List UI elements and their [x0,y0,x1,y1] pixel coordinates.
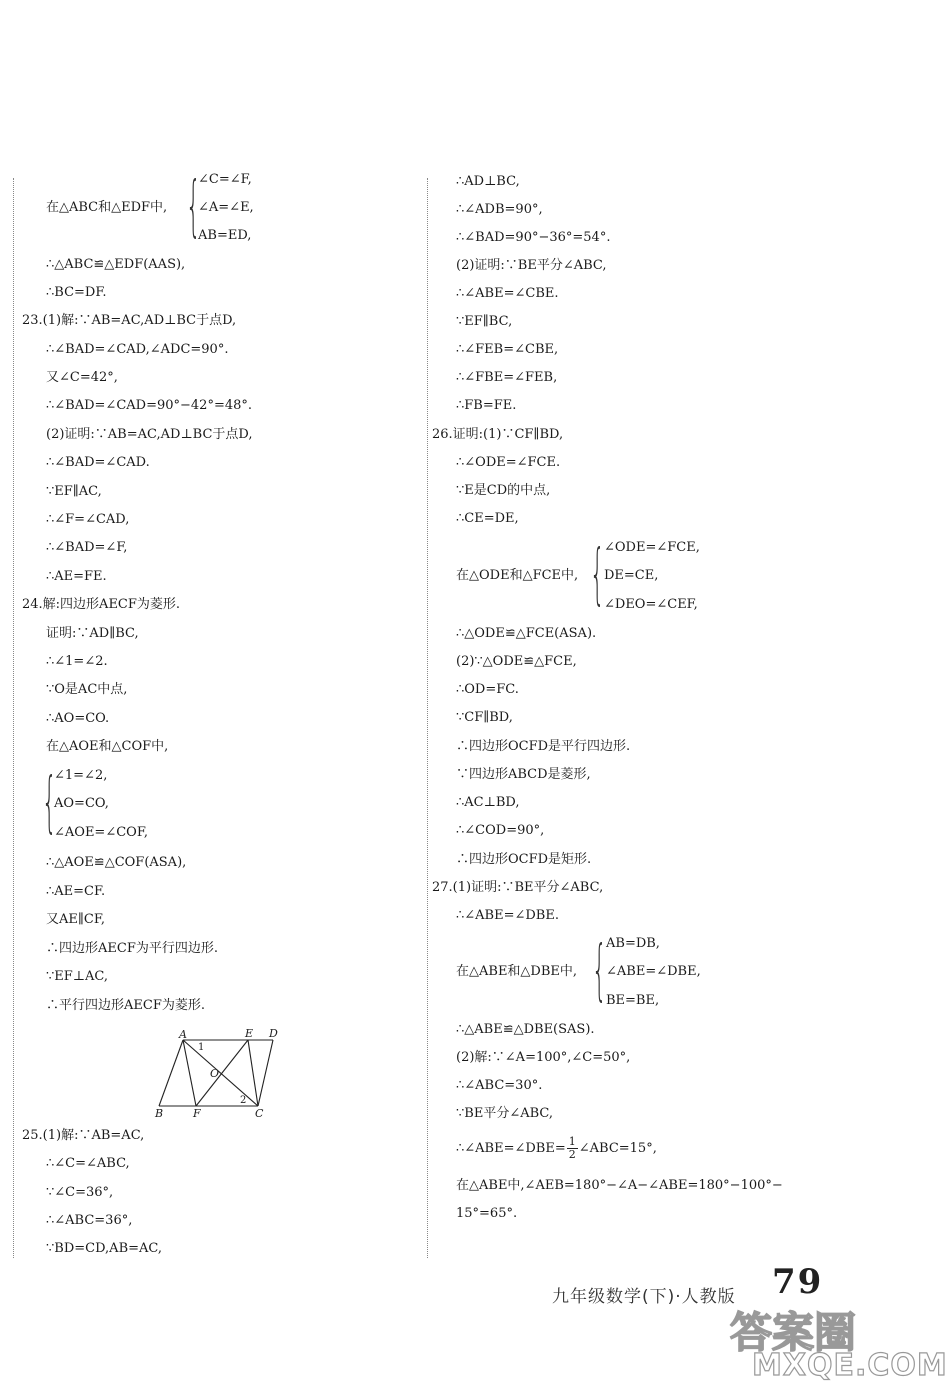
q26-line: ∵CF∥BD, [456,710,513,725]
q25-line: ∵EF∥BC, [456,314,513,329]
q26-line: ∵E是CD的中点, [456,483,551,498]
q26-line: ∴OD=FC. [456,682,519,697]
q27-line: 27.(1)证明:∵BE平分∠ABC, [432,880,604,895]
q26-line: ∴∠ODE=∠FCE. [456,455,561,470]
q25-line: ∴AD⊥BC, [456,174,520,189]
fraction-numerator: 1 [568,1135,576,1148]
q26-line: ∴CE=DE, [456,511,519,526]
q26-brace-item: ∠ODE=∠FCE, [604,540,700,555]
q25-line: ∴FB=FE. [456,398,517,413]
q22-brace-item: AB=ED, [198,228,252,243]
q23-line: ∴∠BAD=∠F, [46,540,128,555]
segment-dc [258,1040,273,1106]
q25-line: ∵BD=CD,AB=AC, [46,1241,163,1256]
left-margin-rule [13,178,14,1258]
brace-icon: { [186,167,201,244]
label-b: B [155,1107,164,1120]
q23-line: ∴∠BAD=∠CAD=90°−42°=48°. [46,398,253,413]
q26-line: (2)∵△ODE≌△FCE, [456,654,577,669]
q23-line: 又∠C=42°, [46,370,118,385]
q25-line: ∴∠BAD=90°−36°=54°. [456,230,611,245]
q26-line: ∴△ODE≌△FCE(ASA). [456,626,597,641]
rhombus-figure [152,1026,284,1122]
q27-brace-item: BE=BE, [606,993,660,1008]
q25-line: (2)证明:∵BE平分∠ABC, [456,258,607,273]
q26-brace-item: DE=CE, [604,568,659,583]
q24-line: 证明:∵AD∥BC, [46,626,139,641]
q27-line: (2)解:∵∠A=100°,∠C=50°, [456,1050,631,1065]
fraction-suffix: ∠ABC=15°, [578,1141,657,1156]
q26-brace-item: ∠DEO=∠CEF, [604,597,698,612]
page-number: 79 [772,1262,824,1302]
q23-line: ∴AE=FE. [46,569,107,584]
q24-line: 24.解:四边形AECF为菱形. [22,597,181,612]
q26-line: ∴∠COD=90°, [456,823,545,838]
q22-line: ∴BC=DF. [46,285,107,300]
q24-line: ∴四边形AECF为平行四边形. [46,941,218,956]
q25-line: 25.(1)解:∵AB=AC, [22,1128,145,1143]
q24-line: ∴AE=CF. [46,884,106,899]
q24-line: ∵O是AC中点, [46,682,128,697]
label-angle-2: 2 [240,1095,247,1106]
q27-fraction-line [456,1136,657,1161]
q23-line: 23.(1)解:∵AB=AC,AD⊥BC于点D, [22,313,237,328]
q25-line: ∴∠C=∠ABC, [46,1156,130,1171]
q24-line: ∴∠1=∠2. [46,654,108,669]
q22-brace-prefix: 在△ABC和△EDF中, [46,200,168,215]
q24-line: ∴△AOE≌△COF(ASA), [46,855,187,870]
book-title: 九年级数学(下)·人教版 [552,1287,736,1307]
q26-line: ∵四边形ABCD是菱形, [456,767,591,782]
label-e: E [245,1027,254,1040]
q27-line: ∴∠ABC=30°. [456,1078,543,1093]
q25-line: ∴∠FBE=∠FEB, [456,370,558,385]
q24-line: ∴平行四边形AECF为菱形. [46,998,205,1013]
label-c: C [255,1107,264,1120]
fraction-denominator: 2 [568,1148,576,1161]
q24-brace-item: ∠AOE=∠COF, [54,825,148,840]
q27-line: ∴∠ABE=∠DBE. [456,908,559,923]
q25-line: ∴∠ABE=∠CBE. [456,286,559,301]
q27-line: ∵BE平分∠ABC, [456,1106,554,1121]
column-divider [427,178,428,1258]
segment-ec [248,1040,258,1106]
fraction-prefix: ∴∠ABE=∠DBE= [456,1141,566,1156]
label-angle-1: 1 [198,1042,205,1053]
brace-icon: { [592,931,607,1008]
label-o: O [210,1067,220,1080]
q24-line: ∴AO=CO. [46,711,110,726]
q23-line: ∴∠F=∠CAD, [46,512,130,527]
brace-icon: { [42,763,57,840]
fraction [567,1136,578,1161]
q27-brace-item: ∠ABE=∠DBE, [606,964,701,979]
q24-line: ∵EF⊥AC, [46,969,109,984]
watermark-logo: 答案圈 [730,1308,857,1357]
q23-line: ∴∠BAD=∠CAD. [46,455,150,470]
brace-icon: { [590,535,605,612]
label-d: D [269,1027,278,1040]
q25-line: ∴∠ABC=36°, [46,1213,133,1228]
q24-line: 在△AOE和△COF中, [46,739,169,754]
watermark-url: MXQE.COM [752,1348,948,1383]
q27-line: ∴△ABE≌△DBE(SAS). [456,1022,595,1037]
q27-line: 15°=65°. [456,1206,518,1221]
label-a: A [179,1028,187,1041]
q26-line: 26.证明:(1)∵CF∥BD, [432,427,564,442]
q26-brace-prefix: 在△ODE和△FCE中, [456,568,579,583]
q24-line: 又AE∥CF, [46,912,105,927]
q22-brace-item: ∠C=∠F, [198,172,252,187]
segment-ab [159,1040,183,1106]
q27-brace-prefix: 在△ABE和△DBE中, [456,964,578,979]
q25-line: ∴∠ADB=90°, [456,202,543,217]
q24-brace-item: AO=CO, [54,796,109,811]
q23-line: ∵EF∥AC, [46,484,102,499]
q27-brace-item: AB=DB, [606,936,660,951]
label-f: F [193,1107,201,1120]
q22-brace-item: ∠A=∠E, [198,200,254,215]
q25-line: ∴∠FEB=∠CBE, [456,342,559,357]
q23-line: (2)证明:∵AB=AC,AD⊥BC于点D, [46,427,253,442]
q24-brace-item: ∠1=∠2, [54,768,108,783]
q22-line: ∴△ABC≌△EDF(AAS), [46,257,186,272]
geometry-diagram [152,1026,284,1118]
q25-line: ∵∠C=36°, [46,1185,114,1200]
q26-line: ∴四边形OCFD是矩形. [456,852,592,867]
q26-line: ∴AC⊥BD, [456,795,520,810]
q23-line: ∴∠BAD=∠CAD,∠ADC=90°. [46,342,229,357]
q27-line: 在△ABE中,∠AEB=180°−∠A−∠ABE=180°−100°− [456,1178,783,1193]
q26-line: ∴四边形OCFD是平行四边形. [456,739,631,754]
